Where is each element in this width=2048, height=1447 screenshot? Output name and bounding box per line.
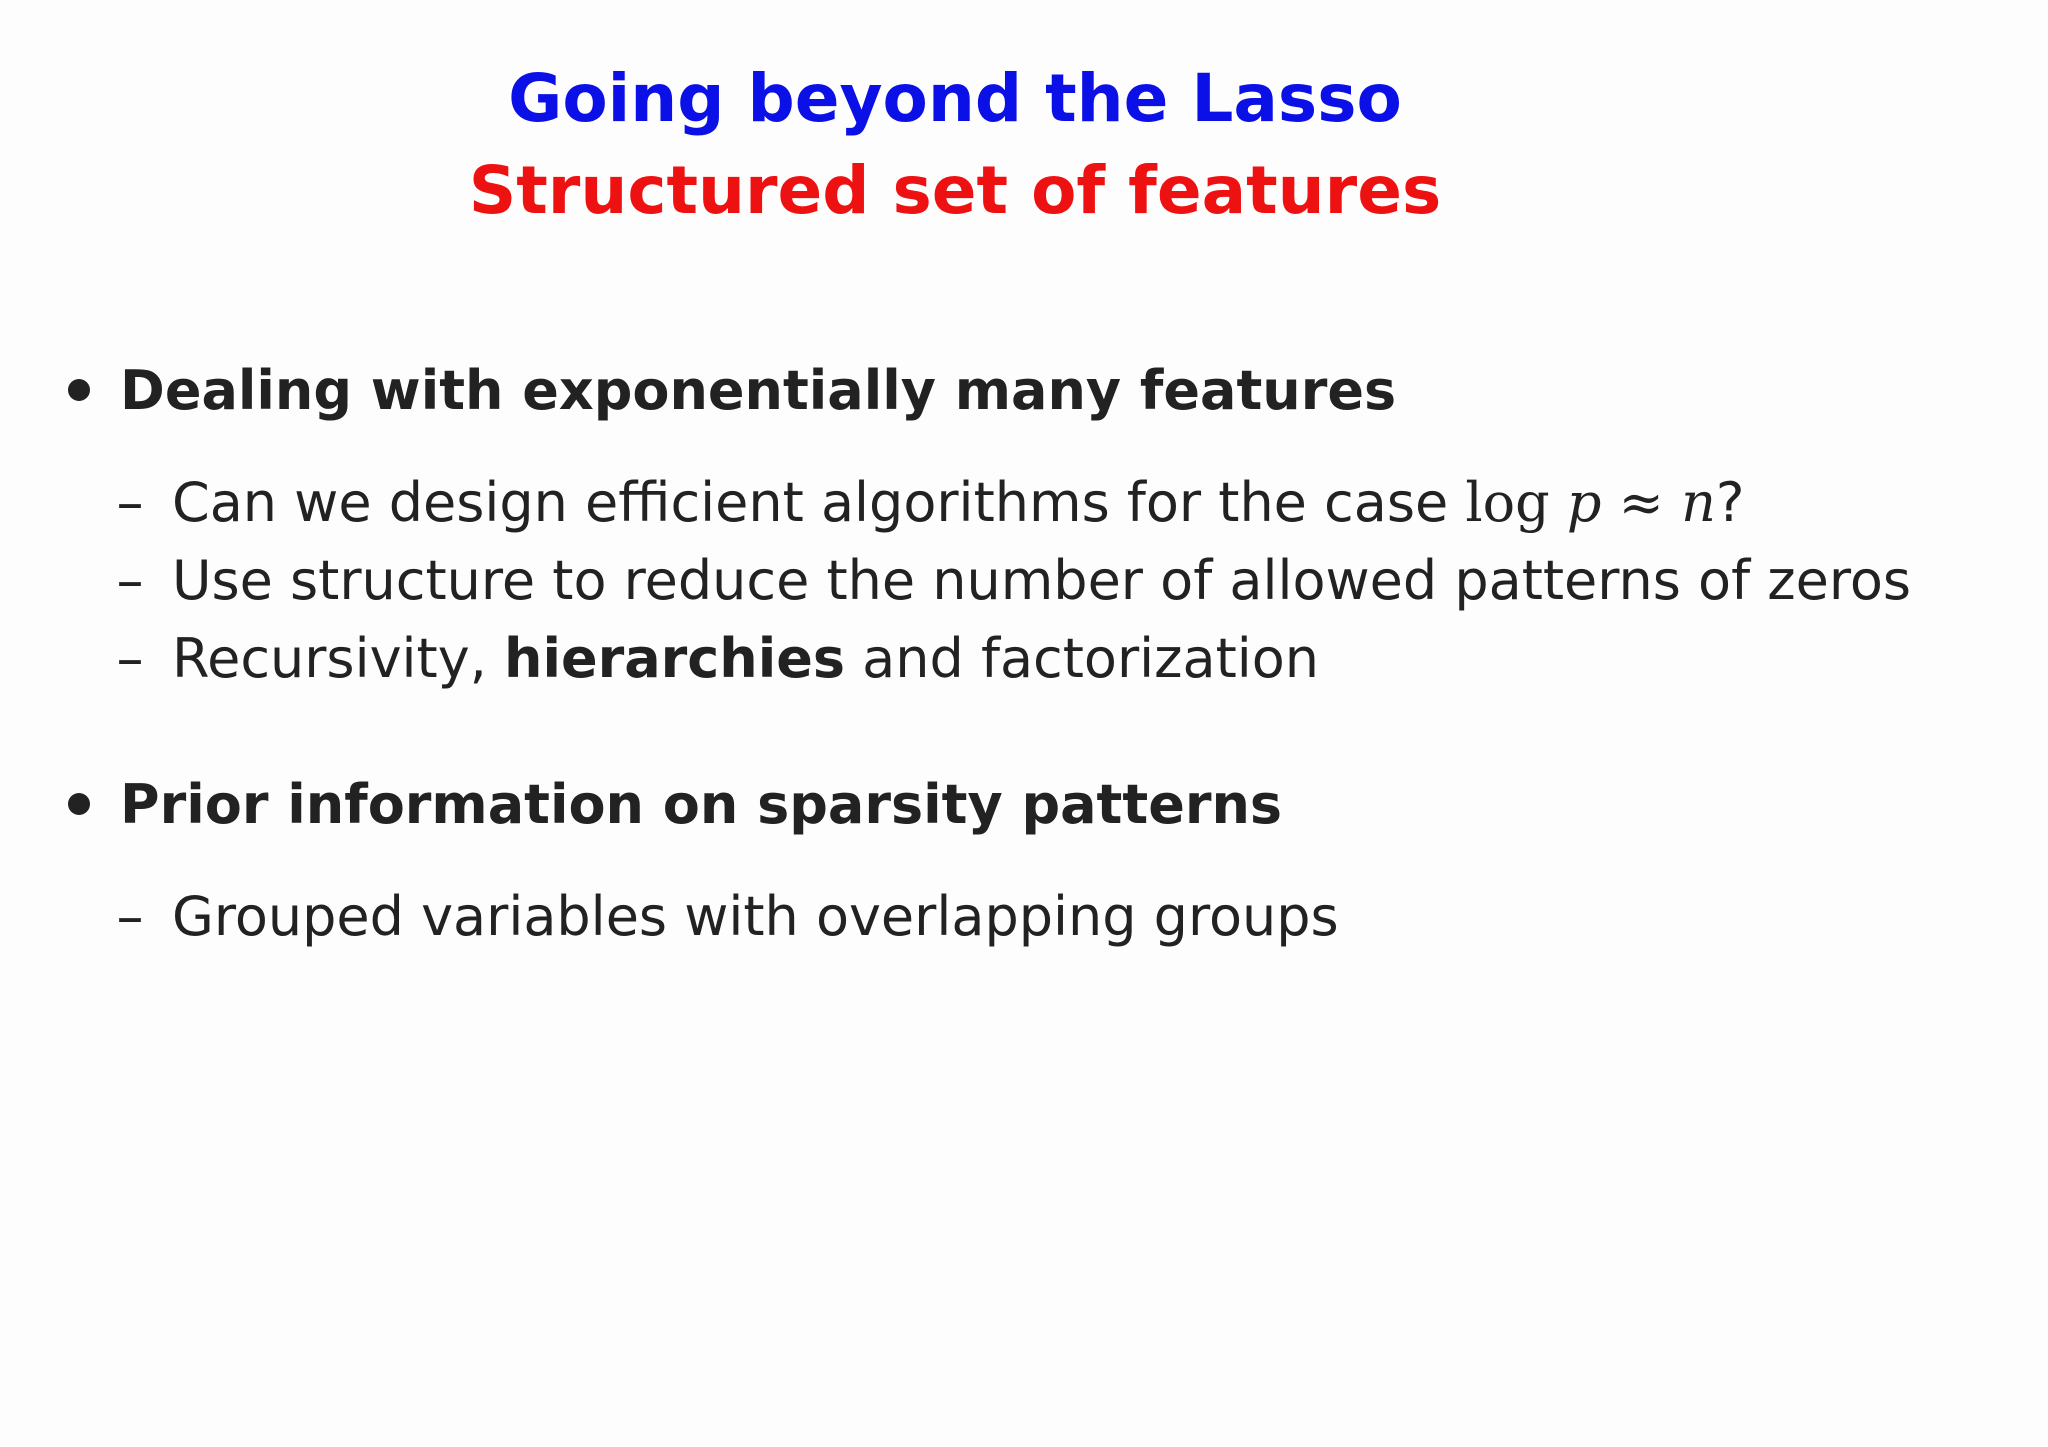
sub-item-grouped-variables — [114, 885, 1339, 948]
sub-item-text: Use structure to reduce the number of allowed patterns of zeros — [172, 549, 1912, 612]
sub-item-text: Can we design efficient algorithms for the case — [172, 471, 1466, 534]
sub-item-text: Grouped variables with overlapping groups — [172, 885, 1339, 948]
sub-item-bold: hierarchies — [504, 627, 846, 690]
math-p: p — [1566, 471, 1602, 534]
math-expression — [1465, 471, 1715, 534]
bullet-heading: Prior information on sparsity patterns — [120, 773, 1283, 836]
slide-title: Going beyond the Lasso — [508, 60, 1402, 137]
sub-item-suffix: and factorization — [845, 627, 1320, 690]
dash-icon: – — [116, 627, 144, 690]
bullet-dot-icon — [68, 793, 90, 815]
math-n: n — [1681, 471, 1716, 534]
slide-subtitle: Structured set of features — [468, 152, 1442, 229]
math-approx: ≈ — [1618, 471, 1664, 534]
dash-icon: – — [116, 549, 144, 612]
sub-item-suffix: ? — [1715, 471, 1745, 534]
bullet-exponential-features — [68, 359, 1397, 422]
sub-item-use-structure — [114, 549, 1912, 612]
bullet-heading: Dealing with exponentially many features — [120, 359, 1397, 422]
bullet-dot-icon — [68, 379, 90, 401]
sub-item-recursivity — [114, 627, 1320, 690]
sub-item-prefix: Recursivity, — [172, 627, 504, 690]
math-log: log — [1465, 471, 1550, 534]
dash-icon: – — [116, 471, 144, 534]
bullet-prior-information — [68, 773, 1283, 836]
sub-item-efficient-algorithms — [114, 471, 1745, 534]
dash-icon: – — [116, 885, 144, 948]
